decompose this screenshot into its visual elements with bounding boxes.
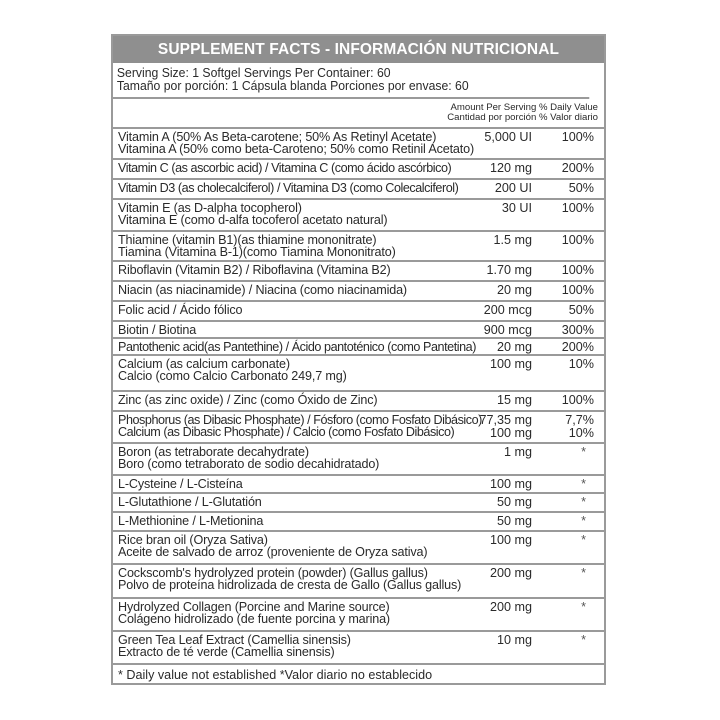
nutrient-table: [113, 129, 604, 665]
nutrient-name-en: Cockscomb's hydrolyzed protein (powder) (Gallus gallus): [118, 566, 428, 580]
serving-line-en: Serving Size: 1 Softgel Servings Per Container: 60: [116, 66, 391, 80]
panel-title: SUPPLEMENT FACTS - INFORMACIÓN NUTRICIONAL: [113, 36, 604, 63]
nutrient-row: [113, 200, 604, 232]
nutrient-daily-value: *: [581, 514, 586, 528]
nutrient-name-es: Tiamina (Vitamina B-1)(como Tiamina Mononitrato): [118, 245, 396, 260]
nutrient-daily-value: *: [581, 477, 586, 491]
nutrient-daily-value: 100%: [561, 263, 594, 277]
nutrient-daily-value: 100%: [561, 201, 594, 215]
nutrient-amount: 15 mg: [496, 393, 532, 407]
nutrient-name-en: Biotin / Biotina: [118, 323, 197, 337]
nutrient-amount: 77,35 mg: [479, 413, 532, 427]
nutrient-amount: 200 mg: [489, 600, 532, 614]
nutrient-name-en: Vitamin D3 (as cholecalciferol) / Vitamina D3 (como Colecalciferol): [118, 181, 459, 195]
nutrient-daily-value: 300%: [561, 323, 594, 337]
nutrient-row: [113, 532, 604, 565]
nutrient-name-en: L-Glutathione / L-Glutatión: [118, 495, 262, 509]
nutrient-daily-value: 200%: [561, 340, 594, 354]
nutrient-amount: 200 mcg: [483, 303, 532, 317]
nutrient-amount: 100 mg: [489, 357, 532, 371]
column-header-es: Cantidad por porción % Valor diario: [447, 112, 598, 123]
nutrient-daily-value: 7,7%: [565, 413, 594, 427]
nutrient-daily-value-secondary: 10%: [568, 426, 594, 440]
nutrient-name-es: Vitamina A (50% como beta-Caroteno; 50% como Retinil Acetato): [118, 142, 475, 157]
column-header-en: Amount Per Serving % Daily Value: [450, 102, 598, 113]
nutrient-daily-value: *: [581, 633, 586, 647]
nutrient-daily-value: 100%: [561, 233, 594, 247]
nutrient-daily-value: *: [581, 445, 586, 459]
nutrient-daily-value: *: [581, 533, 586, 547]
nutrient-name-en: Green Tea Leaf Extract (Camellia sinensis): [118, 633, 351, 647]
nutrient-name-en: Boron (as tetraborate decahydrate): [118, 445, 309, 459]
nutrient-name-es: Vitamina E (como d-alfa tocoferol acetato natural): [118, 213, 388, 228]
nutrient-name-en: Hydrolyzed Collagen (Porcine and Marine source): [118, 600, 390, 614]
nutrient-amount: 5,000 UI: [484, 130, 532, 144]
nutrient-daily-value: 50%: [568, 181, 594, 195]
nutrient-row: [113, 322, 604, 339]
nutrient-row: [113, 339, 604, 356]
nutrient-name-en: Calcium (as calcium carbonate): [118, 357, 290, 371]
nutrient-amount: 20 mg: [496, 340, 532, 354]
nutrient-amount-secondary: 100 mg: [489, 426, 532, 440]
nutrient-amount: 200 mg: [489, 566, 532, 580]
nutrient-name-en: L-Cysteine / L-Cisteína: [118, 477, 243, 491]
nutrient-row: [113, 599, 604, 632]
nutrient-row: [113, 476, 604, 494]
footnote: * Daily value not established *Valor diario no establecido: [118, 668, 433, 682]
nutrient-amount: 100 mg: [489, 477, 532, 491]
supplement-facts-panel: [111, 34, 606, 685]
nutrient-daily-value: 100%: [561, 283, 594, 297]
nutrient-row: [113, 356, 604, 392]
nutrient-name-en: Folic acid / Ácido fólico: [118, 303, 243, 317]
nutrient-row: [113, 232, 604, 262]
nutrient-row: [113, 129, 604, 160]
nutrient-amount: 30 UI: [501, 201, 532, 215]
nutrient-amount: 900 mcg: [483, 323, 532, 337]
nutrient-daily-value: 200%: [561, 161, 594, 175]
nutrient-daily-value: 100%: [561, 130, 594, 144]
nutrient-row: [113, 302, 604, 322]
nutrient-name-en: Rice bran oil (Oryza Sativa): [118, 533, 268, 547]
nutrient-row: [113, 565, 604, 599]
nutrient-name-en: Niacin (as niacinamide) / Niacina (como niacinamida): [118, 283, 407, 297]
nutrient-daily-value: *: [581, 566, 586, 580]
nutrient-name-en: Pantothenic acid(as Pantethine) / Ácido pantoténico (como Pantetina): [118, 340, 476, 354]
nutrient-amount: 100 mg: [489, 533, 532, 547]
nutrient-row: [113, 282, 604, 302]
nutrient-amount: 120 mg: [489, 161, 532, 175]
nutrient-name-en: Riboflavin (Vitamin B2) / Riboflavina (Vitamina B2): [118, 263, 391, 277]
nutrient-daily-value: 100%: [561, 393, 594, 407]
nutrient-daily-value: *: [581, 600, 586, 614]
nutrient-row: [113, 494, 604, 513]
nutrient-name-en: Vitamin C (as ascorbic acid) / Vitamina C (como ácido ascórbico): [118, 161, 452, 175]
nutrient-name-en: Thiamine (vitamin B1)(as thiamine mononitrate): [118, 233, 377, 247]
nutrient-row: [113, 513, 604, 532]
column-header: [113, 99, 604, 129]
nutrient-name-en: L-Methionine / L-Metionina: [118, 514, 264, 528]
nutrient-amount: 50 mg: [496, 495, 532, 509]
nutrient-row: [113, 632, 604, 665]
nutrient-row: [113, 180, 604, 200]
nutrient-row: [113, 160, 604, 180]
nutrient-amount: 1 mg: [504, 445, 532, 459]
nutrient-daily-value: *: [581, 495, 586, 509]
nutrient-name-en: Phosphorus (as Dibasic Phosphate) / Fósforo (como Fosfato Dibásico): [118, 413, 482, 427]
nutrient-name-es: Colágeno hidrolizado (de fuente porcina y marina): [118, 612, 390, 627]
nutrient-name-es: Calcium (as Dibasic Phosphate) / Calcio (como Fosfato Dibásico): [118, 425, 455, 440]
nutrient-amount: 20 mg: [496, 283, 532, 297]
nutrient-name-es: Extracto de té verde (Camellia sinensis): [118, 645, 335, 660]
nutrient-row: [113, 262, 604, 282]
serving-info: [113, 63, 589, 99]
nutrient-name-en: Vitamin A (50% As Beta-carotene; 50% As Retinyl Acetate): [118, 130, 437, 144]
nutrient-row: [113, 412, 604, 444]
nutrient-amount: 50 mg: [496, 514, 532, 528]
nutrient-amount: 200 UI: [494, 181, 532, 195]
nutrient-row: [113, 444, 604, 476]
nutrient-name-es: Boro (como tetraborato de sodio decahidratado): [118, 457, 380, 472]
nutrient-row: [113, 392, 604, 412]
nutrient-name-en: Zinc (as zinc oxide) / Zinc (como Óxido de Zinc): [118, 393, 378, 407]
nutrient-daily-value: 50%: [568, 303, 594, 317]
nutrient-amount: 10 mg: [496, 633, 532, 647]
nutrient-daily-value: 10%: [568, 357, 594, 371]
nutrient-name-es: Aceite de salvado de arroz (proveniente de Oryza sativa): [118, 545, 428, 560]
nutrient-name-en: Vitamin E (as D-alpha tocopherol): [118, 201, 302, 215]
nutrient-amount: 1.5 mg: [493, 233, 532, 247]
serving-line-es: Tamaño por porción: 1 Cápsula blanda Porciones por envase: 60: [116, 78, 469, 93]
nutrient-name-es: Polvo de proteína hidrolizada de cresta de Gallo (Gallus gallus): [118, 578, 462, 593]
nutrient-amount: 1.70 mg: [486, 263, 532, 277]
nutrient-name-es: Calcio (como Calcio Carbonato 249,7 mg): [118, 369, 347, 384]
